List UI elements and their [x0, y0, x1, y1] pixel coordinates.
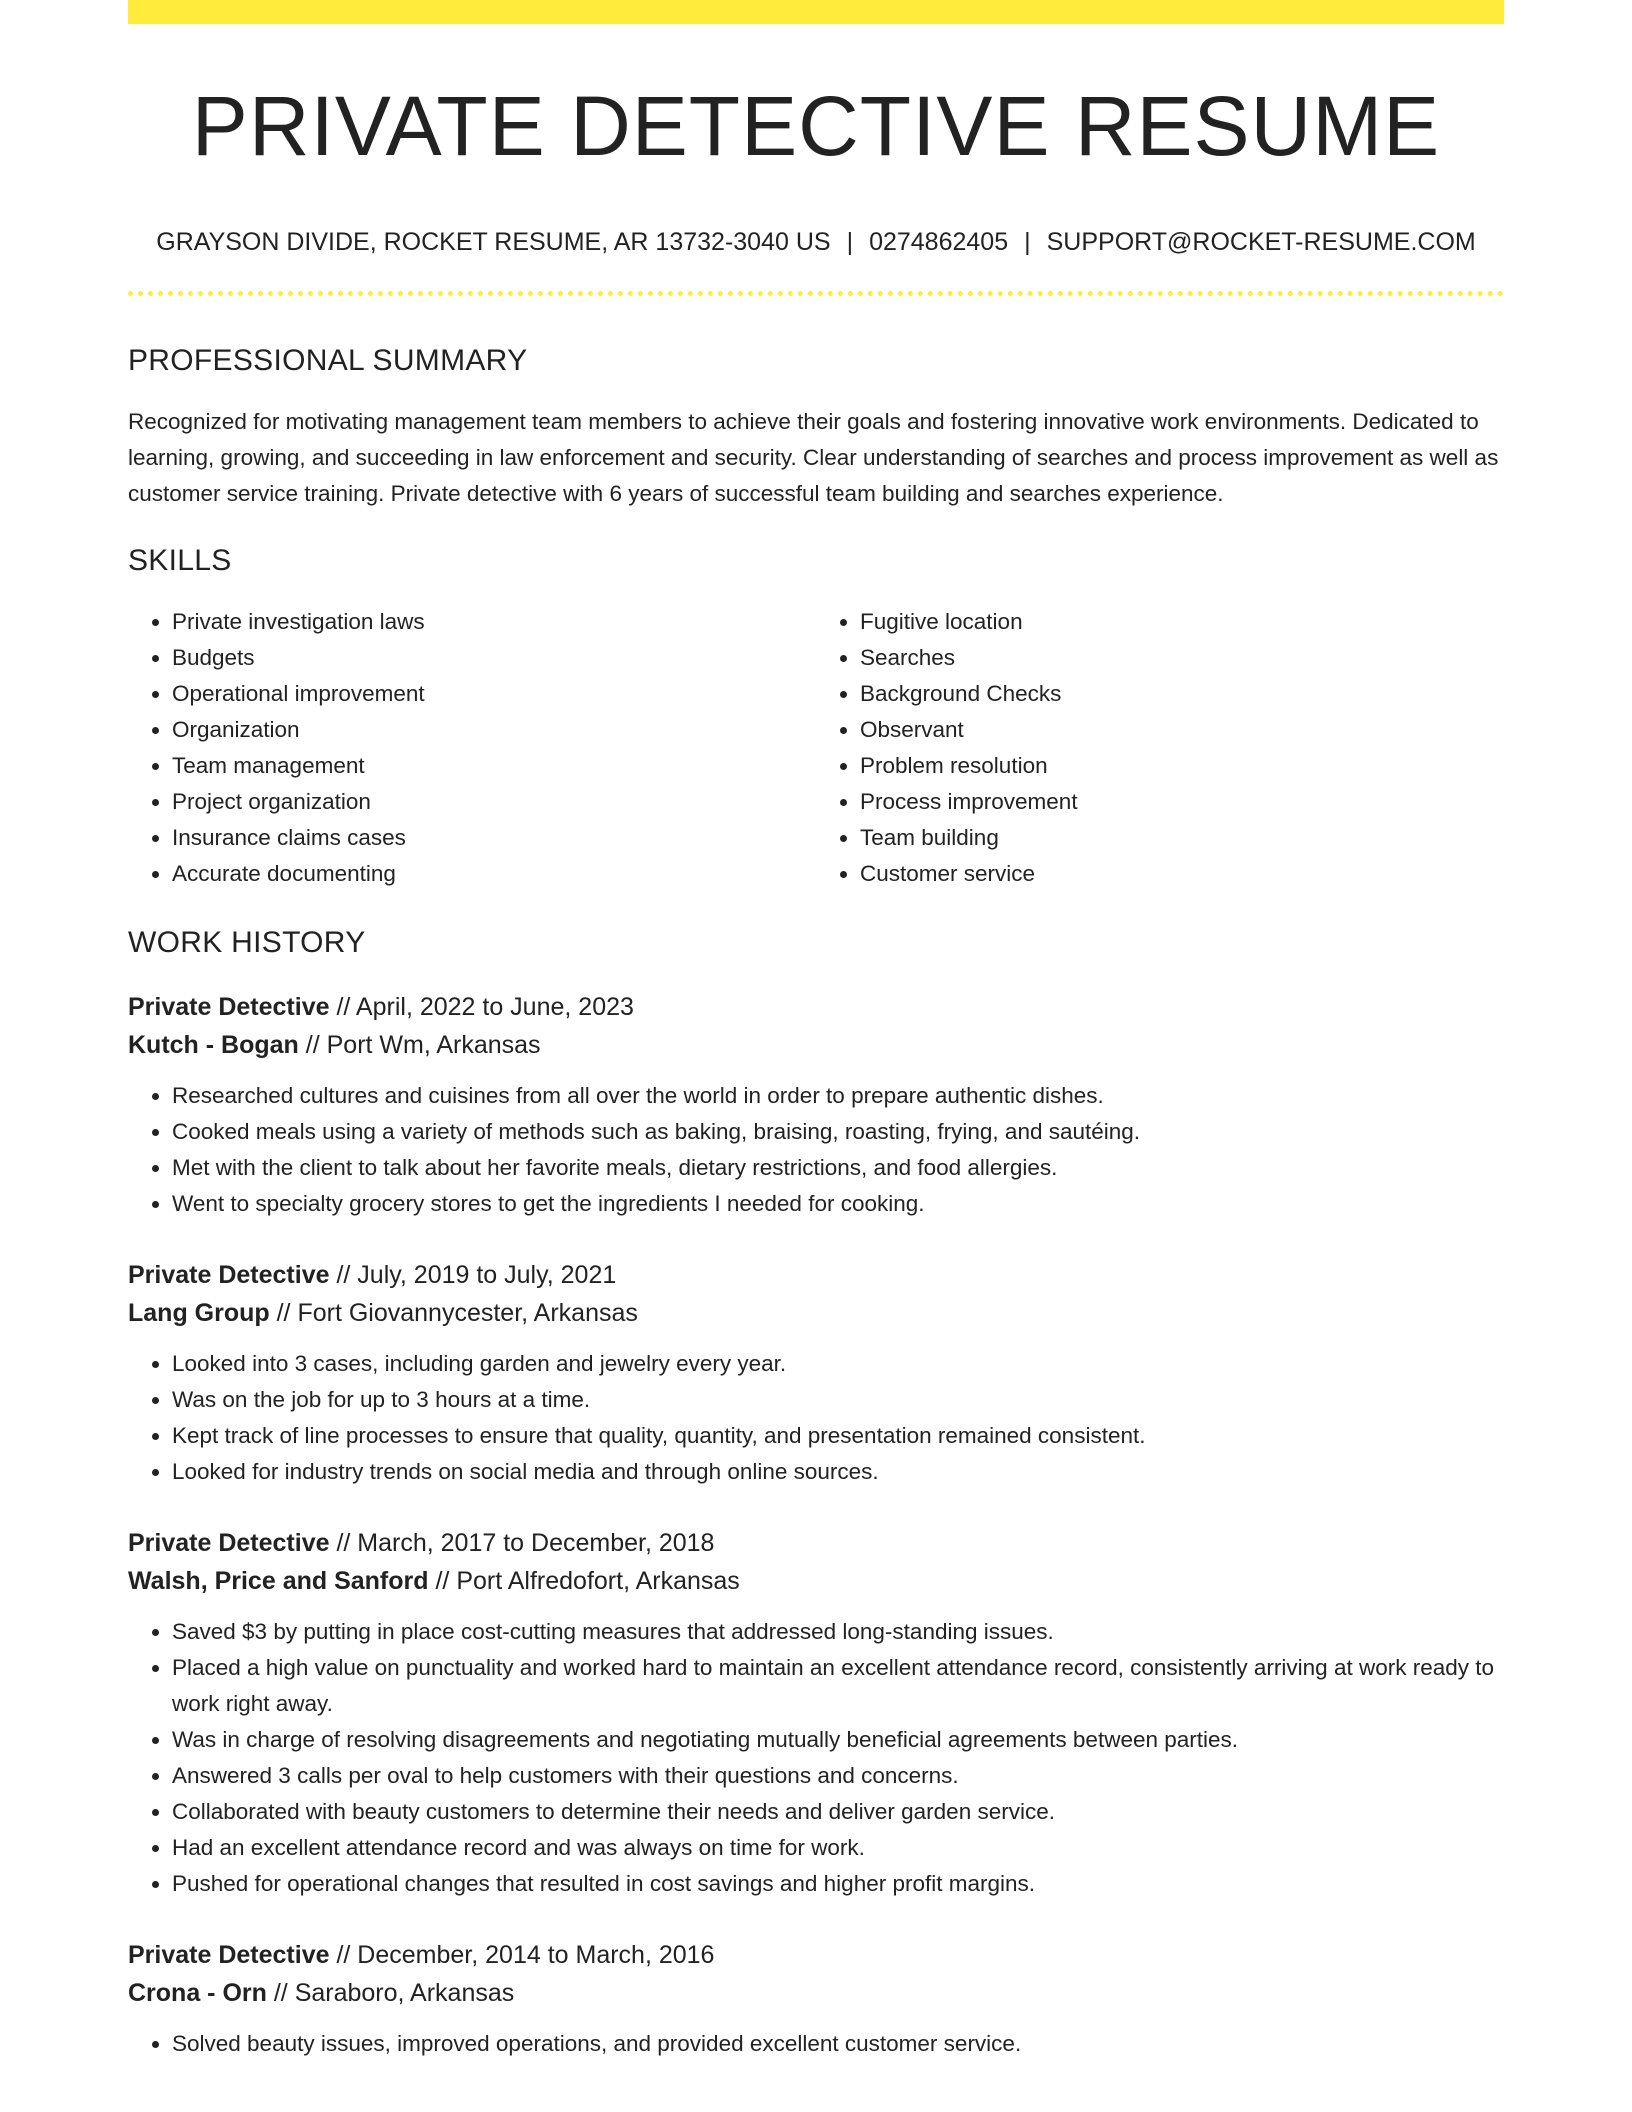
contact-line — [128, 230, 1504, 255]
resume-content — [128, 0, 1504, 2062]
skill-item: • Organization — [172, 712, 816, 748]
job-dates: // March, 2017 to December, 2018 — [336, 1529, 715, 1558]
job-entry — [128, 1936, 1504, 2062]
job-bullet: • Kept track of line processes to ensure that quality, quantity, and presentation remained consistent. — [172, 1418, 1504, 1454]
job-bullet: • Cooked meals using a variety of methods such as baking, braising, roasting, frying, and sautéing. — [172, 1114, 1504, 1150]
job-company-line — [128, 1974, 1504, 2012]
dotted-divider — [128, 291, 1504, 296]
skill-item: • Operational improvement — [172, 676, 816, 712]
job-bullet: • Was on the job for up to 3 hours at a time. — [172, 1382, 1504, 1418]
job-company-line — [128, 1294, 1504, 1332]
job-bullet: • Placed a high value on punctuality and worked hard to maintain an excellent attendance record, consistently arriving at work ready to work right away. — [172, 1650, 1504, 1722]
job-location: // Port Wm, Arkansas — [305, 1031, 541, 1060]
job-title: Private Detective — [128, 993, 330, 1022]
job-title: Private Detective — [128, 1941, 330, 1970]
job-bullet: • Met with the client to talk about her favorite meals, dietary restrictions, and food allergies. — [172, 1150, 1504, 1186]
job-entry — [128, 1256, 1504, 1490]
job-entry — [128, 988, 1504, 1222]
work-history-heading: WORK HISTORY — [128, 926, 366, 960]
job-bullets — [128, 1078, 1504, 1222]
summary-heading: PROFESSIONAL SUMMARY — [128, 344, 528, 378]
contact-separator: | — [846, 228, 854, 257]
job-title: Private Detective — [128, 1529, 330, 1558]
skills-heading: SKILLS — [128, 544, 232, 578]
job-dates: // April, 2022 to June, 2023 — [336, 993, 634, 1022]
job-title-line — [128, 1524, 1504, 1562]
job-bullet: • Was in charge of resolving disagreements and negotiating mutually beneficial agreements between parties. — [172, 1722, 1504, 1758]
job-company: Walsh, Price and Sanford — [128, 1567, 429, 1596]
job-location: // Fort Giovannycester, Arkansas — [276, 1299, 638, 1328]
job-bullets — [128, 1614, 1504, 1902]
skills-list — [128, 604, 1504, 892]
skill-item: • Problem resolution — [860, 748, 1504, 784]
skill-item: • Team building — [860, 820, 1504, 856]
skills-column-right — [816, 604, 1504, 892]
job-title-line — [128, 1256, 1504, 1294]
skill-item: • Insurance claims cases — [172, 820, 816, 856]
job-location: // Port Alfredofort, Arkansas — [435, 1567, 740, 1596]
skill-item: • Budgets — [172, 640, 816, 676]
job-location: // Saraboro, Arkansas — [273, 1979, 515, 2008]
contact-address: GRAYSON DIVIDE, ROCKET RESUME, AR 13732-3040 US — [156, 228, 831, 257]
job-dates: // December, 2014 to March, 2016 — [336, 1941, 715, 1970]
job-bullet: • Had an excellent attendance record and was always on time for work. — [172, 1830, 1504, 1866]
job-bullets — [128, 2026, 1504, 2062]
contact-email: SUPPORT@ROCKET-RESUME.COM — [1046, 228, 1476, 257]
skill-item: • Fugitive location — [860, 604, 1504, 640]
job-bullet: • Researched cultures and cuisines from all over the world in order to prepare authentic dishes. — [172, 1078, 1504, 1114]
job-company: Crona - Orn — [128, 1979, 267, 2008]
skill-item: • Private investigation laws — [172, 604, 816, 640]
job-company-line — [128, 1562, 1504, 1600]
job-entry — [128, 1524, 1504, 1902]
resume-title: PRIVATE DETECTIVE RESUME — [191, 79, 1441, 173]
job-bullet: • Pushed for operational changes that resulted in cost savings and higher profit margins. — [172, 1866, 1504, 1902]
skill-item: • Searches — [860, 640, 1504, 676]
job-title: Private Detective — [128, 1261, 330, 1290]
skill-item: • Project organization — [172, 784, 816, 820]
job-bullet: • Went to specialty grocery stores to get the ingredients I needed for cooking. — [172, 1186, 1504, 1222]
job-dates: // July, 2019 to July, 2021 — [336, 1261, 617, 1290]
job-bullet: • Solved beauty issues, improved operations, and provided excellent customer service. — [172, 2026, 1504, 2062]
job-bullet: • Looked into 3 cases, including garden and jewelry every year. — [172, 1346, 1504, 1382]
job-bullet: • Looked for industry trends on social media and through online sources. — [172, 1454, 1504, 1490]
job-bullets — [128, 1346, 1504, 1490]
contact-separator: | — [1024, 228, 1031, 257]
skills-column-left — [128, 604, 816, 892]
skill-item: • Team management — [172, 748, 816, 784]
skill-item: • Background Checks — [860, 676, 1504, 712]
summary-text: Recognized for motivating management team members to achieve their goals and fostering innovative work environments. Dedicated to learning, growing, and succeeding in law enforcement and security. Clear understanding of searches and process improvement as well as customer service training. Private detective with 6 years of successful team building and searches experience. — [128, 409, 1499, 507]
skill-item: • Observant — [860, 712, 1504, 748]
job-title-line — [128, 988, 1504, 1026]
job-bullet: • Answered 3 calls per oval to help customers with their questions and concerns. — [172, 1758, 1504, 1794]
skill-item: • Process improvement — [860, 784, 1504, 820]
job-company: Kutch - Bogan — [128, 1031, 299, 1060]
job-title-line — [128, 1936, 1504, 1974]
contact-phone: 0274862405 — [869, 228, 1009, 257]
skill-item: • Accurate documenting — [172, 856, 816, 892]
job-company: Lang Group — [128, 1299, 270, 1328]
job-bullet: • Saved $3 by putting in place cost-cutting measures that addressed long-standing issues. — [172, 1614, 1504, 1650]
job-company-line — [128, 1026, 1504, 1064]
job-bullet: • Collaborated with beauty customers to determine their needs and deliver garden service. — [172, 1794, 1504, 1830]
skill-item: • Customer service — [860, 856, 1504, 892]
accent-bar — [128, 0, 1504, 24]
